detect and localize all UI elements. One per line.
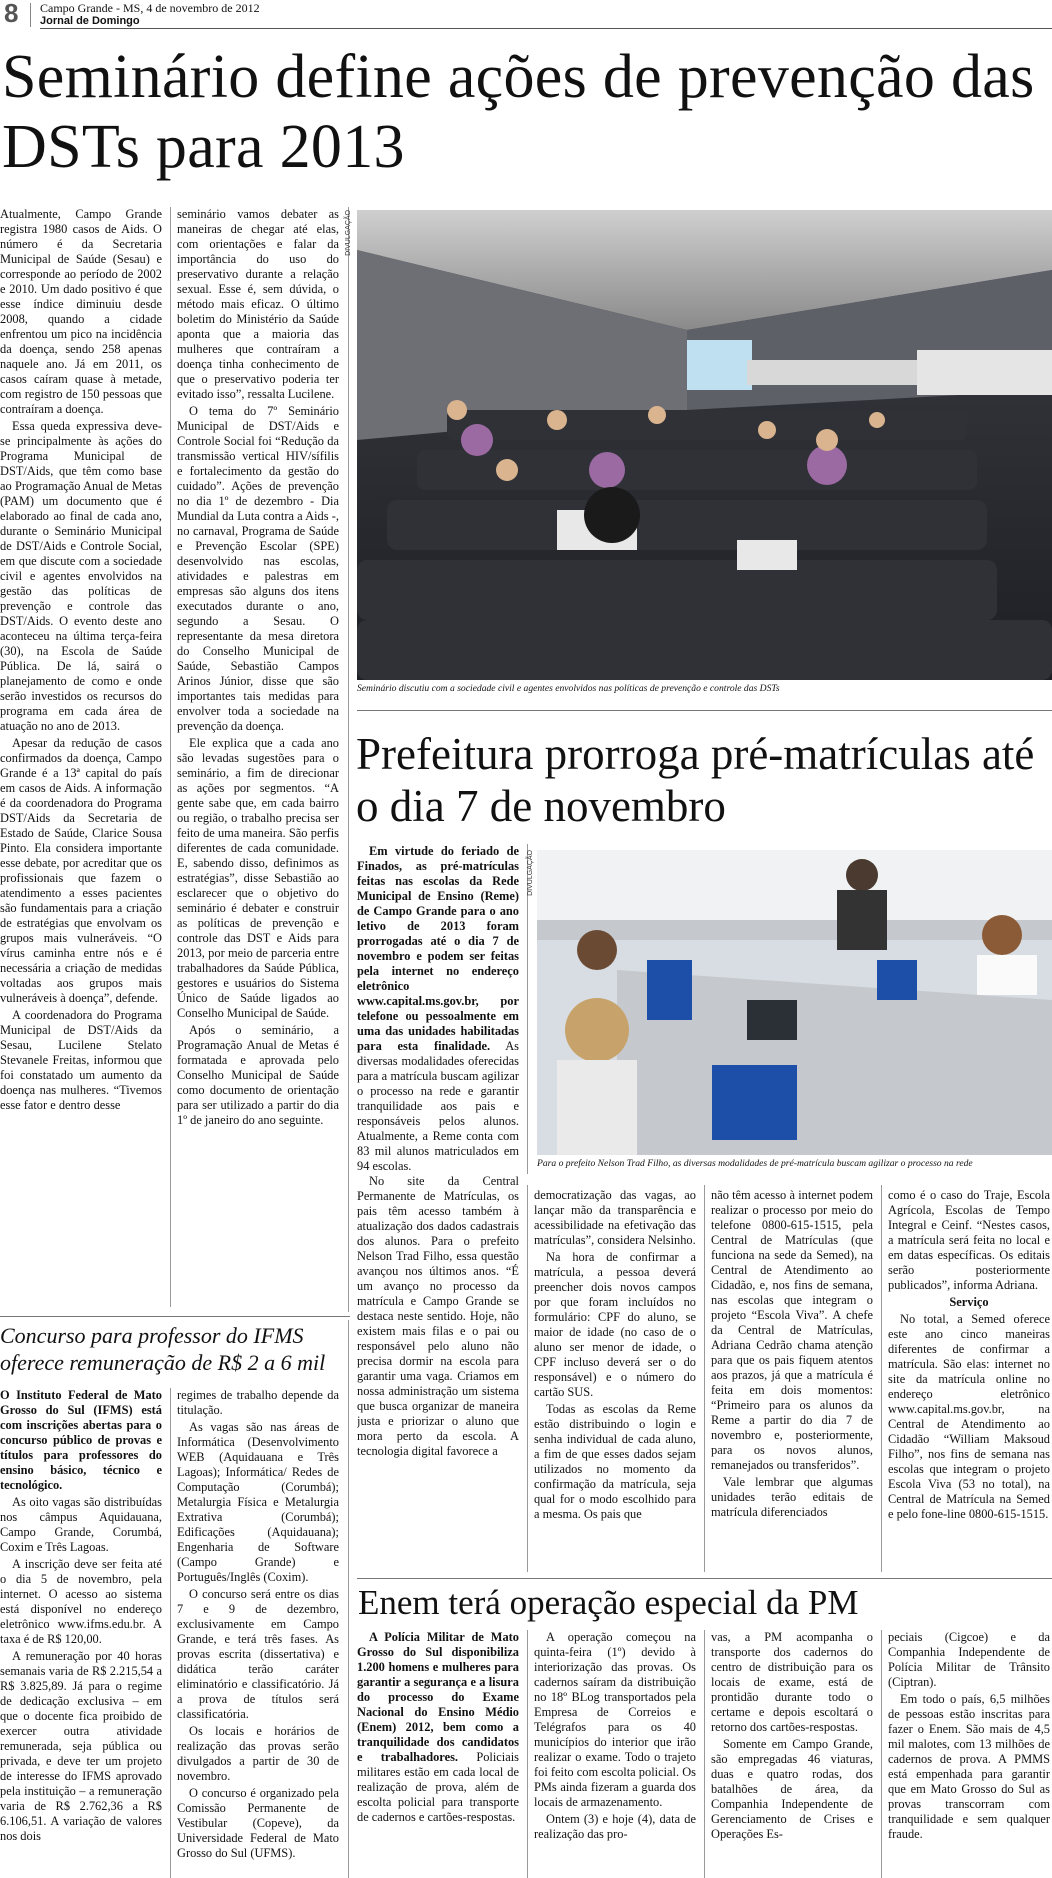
column-rule [527,1185,528,1572]
call-center-image [537,850,1052,1155]
article4-lead-bold: A Polícia Militar de Mato Grosso do Sul disponibiliza 1.200 homens e mulheres para garantir a segurança e a lisura do processo do Exame Nacional do Ensino Médio (Enem) 2012, bem como a tranquilidade dos candidatos e trabalhadores. [357,1630,519,1764]
article2-paragraph: No total, a Semed oferece este ano cinco maneiras diferentes de confirmar a matrícula. São elas: internet no site da matrícula online no endereço eletrônico www.capital.ms.gov.br, na Central de Atendimento ao Cidadão “William Maksoud Filho”, nos fins de semana nas escolas que integram o projeto Escola Viva (53 no total), na Central de Matrícula na Semed e pelo fone-line 0800-615-1515. [888,1312,1050,1521]
article2-column-b [534,1188,696,1572]
article4-paragraph: Em todo o país, 6,5 milhões de pessoas estão inscritas para fazer o Enem. São mais de 4,5 mil malotes, com 13 milhões de cadernos de prova. A PMMS está empenhada para garantir que em Mato Grosso do Sul as provas transcorram com tranquilidade e sem qualquer fraude. [888,1692,1050,1841]
article2-column-c [711,1188,873,1572]
column-rule [527,1630,528,1878]
newspaper-name: Jornal de Domingo [40,15,140,27]
column-rule [170,207,171,1307]
article2-photo-credit: DIVULGAÇÃO [527,850,534,896]
article2-lead-bold: Em virtude do feriado de Finados, as pré-matrículas feitas nas escolas da Rede Municipal de Ensino (Reme) de Campo Grande para o ano letivo de 2013 foram prorrogadas até o dia 7 de novembro e podem ser feitas pela internet no endereço eletrônico www.capital.ms.gov.br, por telefone ou pessoalmente em uma das unidades habilitadas para esta finalidade. [357,844,519,1053]
article1-column-1 [0,207,162,1312]
article2-paragraph: No site da Central Permanente de Matrículas, os pais têm acesso também à atualização dos dados cadastrais dos alunos. Para o prefeito Nelson Trad Filho, essa questão avançou nos últimos anos. “É um avanço no processo da matrícula e Campo Grande se destaca neste sentido. Hoje, não existem mais filas e o pai ou responsável pelo aluno não precisa dormir na escola para garantir uma vaga. Criamos em nossa administração um sistema que busca organizar de maneira justa e priorizar o aluno que mora perto da escola. A tecnologia digital favorece a [357,1174,519,1458]
article2-paragraph: Na hora de confirmar a matrícula, a pessoa deverá preencher dois novos campos por que foram incluídos no formulário: CPF do aluno, se maior de idade (no caso de o aluno ser menor de idade, o CPF incluso deverá ser o do responsável) e o número do cartão SUS. [534,1250,696,1399]
article2-lead-rest: As diversas modalidades oferecidas para a matrícula buscam agilizar o processo na rede e garantir tranquilidade aos pais e responsáveis pelos alunos. Atualmente, a Reme conta com 83 mil alunos matriculados em 94 escolas. [357,1039,519,1173]
section-rule [0,1316,350,1317]
column-rule [170,1388,171,1878]
auditorium-image [357,210,1052,680]
page-number: 8 [4,0,19,28]
section-rule [357,710,1052,711]
article1-headline: Seminário define ações de prevenção das DSTs para 2013 [2,43,1035,181]
article4-column-c [711,1630,873,1878]
article4-headline: Enem terá operação especial da PM [358,1583,859,1622]
article2-lead-column [357,844,519,1174]
column-rule [348,207,349,1312]
article1-paragraph: A coordenadora do Programa Municipal de DST/Aids da Sesau, Lucilene Stelato Stevanele Freitas, informou que foi constatado um aumento da doença nas mulheres. “Tivemos esse fator e dentro desse [0,1008,162,1112]
article4-paragraph: A operação começou na quinta-feira (1º) devido à interiorização das provas. Os cadernos saíram da distribuição no 18º BLog transportados pela Empresa de Correios e Telégrafos para os 40 municípios do interior que irão realizar o exame. Todo o trajeto foi feito com escolta policial. Os PMs ainda fizeram a guarda dos locais de armazenamento. [534,1630,696,1809]
column-rule [704,1630,705,1878]
article2-paragraph: Vale lembrar que algumas unidades terão editais de matrícula diferenciados [711,1475,873,1519]
article2-paragraph: Todas as escolas da Reme estão distribuindo o login e senha individual de cada aluno, a fim de que esses dados sejam utilizados no momento da confirmação da matrícula, seja qual for o modo escolhido para a mesma. Os pais que [534,1402,696,1521]
article2-paragraph: democratização das vagas, ao lançar mão da transparência e acessibilidade na efetivação das matrículas”, considera Nelsinho. [534,1188,696,1247]
section-rule [357,1578,1052,1579]
article4-column-a [357,1630,519,1878]
article2-paragraph: não têm acesso à internet podem realizar o processo por meio do telefone 0800-615-1515, pela Central de Matrículas (que funciona na sede da Semed), na Central de Atendimento ao Cidadão, e, nos fins de semana, nas escolas que integram o projeto “Escola Viva”. A chefe da Central de Matrículas, Adriana Cedrão chama atenção para que os pais fiquem atentos aos prazos, já que a matrícula é feita em dois momentos: “Primeiro para os alunos da Reme a partir do dia 7 de novembro e, posteriormente, para os novos alunos, remanejados ou transferidos”. [711,1188,873,1472]
column-rule [881,1630,882,1878]
article3-paragraph: As vagas são nas áreas de Informática (Desenvolvimento WEB (Aquidauana e Três Lagoas); Informática/ Redes de Computação (Corumbá); Metalurgia Física e Metalurgia Extrativa (Corumbá); Edificações (Aquidauana); Engenharia de Software (Campo Grande) e Português/Inglês (Coxim). [177,1420,339,1584]
article1-paragraph: Ele explica que a cada ano são levadas sugestões para o seminário, a fim de direcionar as ações por segmentos. “A gente sabe que, em cada bairro ou região, o trabalho precisa ser feito de uma maneira. São perfis diferentes de cada comunidade. E, sabendo disso, definimos as estratégias”, disse Sebastião ao esclarecer que o objetivo do seminário é debater e construir as políticas de prevenção e controle das DST e Aids para 2013, por meio de parceria entre trabalhadores da Saúde Pública, gestores e usuários do Sistema Único de Saúde ligados ao Conselho Municipal de Saúde. [177,736,339,1020]
article4-paragraph: vas, a PM acompanha o transporte dos cadernos do centro de distribuição para os locais de exame, está de prontidão durante todo o certame e depois escoltará o retorno dos cartões-respostas. [711,1630,873,1734]
column-rule [348,1320,349,1878]
header-divider [30,3,31,27]
article1-paragraph: Atualmente, Campo Grande registra 1980 casos de Aids. O número é da Secretaria Municipal de Saúde (Sesau) e corresponde ao período de 2002 e 2010. Um dado positivo é que esse índice diminuiu desde 2008, quando a cidade enfrentou um pico na incidência da doença, sendo 258 apenas naquele ano. Já em 2011, os casos caíram quase à metade, com registro de 150 pessoas que contraíram a doença. [0,207,162,416]
article1-paragraph: Apesar da redução de casos confirmados da doença, Campo Grande é a 13ª capital do país em casos de Aids. A informação é da coordenadora do Programa DST/Aids da Secretaria de Estado de Saúde, Clarice Sousa Pinto. Ela considera importante esse debate, por acreditar que os profissionais que fazem o atendimento a esses pacientes são fundamentais para a criação de estratégias que envolvam os grupos mais vulneráveis. “O vírus caminha entre nós e é necessária a criação de medidas voltadas aos grupos mais vulneráveis à doença”, defende. [0,736,162,1005]
article2-column-d [888,1188,1050,1572]
article1-paragraph: Essa queda expressiva deve-se principalmente às ações do Programa Municipal de DST/Aids, que têm como base ao Programação Anual de Metas (PAM) um documento que é elaborado ao final de cada ano, durante o Seminário Municipal de DST/Aids e Controle Social, em que discute com a sociedade civil e agentes envolvidos na gestão das políticas de prevenção e controle das DST/Aids. O evento deste ano aconteceu na última terça-feira (30), na Escola de Saúde Pública. De lá, sairá o planejamento de como e onde serão investidos os recursos do programa em cada área de atuação no ano de 2013. [0,419,162,733]
article1-column-2 [177,207,339,1312]
article2-paragraph: como é o caso do Traje, Escola Agrícola, Escolas de Tempo Integral e Ceinf. “Nestes casos, a matrícula será feita no local e em datas específicas. Os editais serão posteriormente publicados”, informa Adriana. [888,1188,1050,1292]
article3-paragraph: regimes de trabalho depende da titulação. [177,1388,339,1417]
article3-column-2 [177,1388,339,1878]
page-header [0,0,1052,30]
article3-headline: Concurso para professor do IFMS oferece remuneração de R$ 2 a 6 mil [0,1323,326,1375]
article1-paragraph: O tema do 7º Seminário Municipal de DST/Aids e Controle Social foi “Redução da transmissão vertical HIV/sífilis e fortalecimento da gestão do cuidado”. Ações de prevenção no dia 1º de dezembro - Dia Mundial da Luta contra a Aids -, no carnaval, Programa de Saúde e Prevenção Escolar (SPE) desenvolvido nas escolas, atividades e palestras em empresas são alguns dos itens executados durante o ano, segundo a Sesau. O representante da mesa diretora do Conselho Municipal de Saúde, Sebastião Campos Arinos Júnior, disse que são importantes tais medidas para envolver toda a sociedade na prevenção da doença. [177,404,339,733]
header-rule [40,28,1052,29]
article3-paragraph: A remuneração por 40 horas semanais varia de R$ 2.215,54 a R$ 3.825,89. Já para o regime de dedicação exclusiva – em que o docente fica proibido de exercer outra atividade remunerada, seja pública ou privada, e deve ter um projeto de interesse do IFMS aprovado pela instituição – a remuneração varia de R$ 2.762,36 a R$ 6.106,51. A variação de valores nos dois [0,1649,162,1843]
article1-photo [357,210,1052,680]
article2-photo [537,850,1052,1155]
article4-paragraph: Somente em Campo Grande, são empregadas 46 viaturas, duas e quatro rodas, dos batalhões de área, da Companhia Independente de Gerenciamento de Crises e Operações Es- [711,1737,873,1841]
article2-column-a [357,1174,519,1572]
article3-lead-bold: O Instituto Federal de Mato Grosso do Sul (IFMS) está com inscrições abertas para o concurso público de provas e títulos para professores do ensino básico, técnico e tecnológico. [0,1388,162,1492]
column-rule [704,1185,705,1572]
article4-paragraph: Ontem (3) e hoje (4), data de realização das pro- [534,1812,696,1841]
article1-paragraph: seminário vamos debater as maneiras de chegar até elas, com orientações e falar da importância do uso do preservativo durante a relação sexual. Esse é, sem dúvida, o método mais eficaz. O último boletim do Ministério da Saúde aponta que a maioria das mulheres que contraíram a doença tinha conhecimento de que o preservativo poderia ter evitado isso”, ressalta Lucilene. [177,207,339,401]
article3-paragraph: A inscrição deve ser feita até o dia 5 de novembro, pela internet. O acesso ao sistema está disponível no endereço eletrônico www.ifms.edu.br. A taxa é de R$ 120,00. [0,1557,162,1646]
column-rule [881,1185,882,1572]
article3-paragraph: O concurso é organizado pela Comissão Permanente de Vestibular (Copeve), da Universidade Federal de Mato Grosso do Sul (UFMS). [177,1786,339,1860]
article4-lead-rest: Policiais militares estão em cada local de realização de prova, além de escolta policial para transporte de cadernos e cartões-respostas. [357,1750,519,1824]
article1-paragraph: Após o seminário, a Programação Anual de Metas é formatada e aprovada pelo Conselho Municipal de Saúde como documento de orientação para ser utilizado a partir do dia 1º de janeiro do ano seguinte. [177,1023,339,1127]
article2-headline: Prefeitura prorroga pré-matrículas até o dia 7 de novembro [356,729,1035,831]
article2-photo-caption: Para o prefeito Nelson Trad Filho, as diversas modalidades de pré-matrícula buscam agilizar o processo na rede [537,1158,973,1169]
article3-paragraph: O concurso será entre os dias 7 e 9 de dezembro, exclusivamente em Campo Grande, e terá três fases. As provas escrita (dissertativa) e didática terão caráter eliminatório e classificatório. Já a prova de títulos será classificatória. [177,1587,339,1721]
article3-paragraph: As oito vagas são distribuídas nos câmpus Aquidauana, Campo Grande, Corumbá, Coxim e Três Lagoas. [0,1495,162,1554]
article1-photo-credit: DIVULGAÇÃO [345,210,352,256]
article3-paragraph: Os locais e horários de realização das provas serão divulgados a partir de 30 de novembro. [177,1724,339,1783]
dateline: Campo Grande - MS, 4 de novembro de 2012 [40,1,260,15]
article1-photo-caption: Seminário discutiu com a sociedade civil e agentes envolvidos nas políticas de prevenção e controle das DSTs [357,683,780,694]
article2-subheading: Serviço [949,1295,989,1309]
article4-column-b [534,1630,696,1878]
article4-paragraph: peciais (Cigcoe) e da Companhia Independente de Polícia Militar de Trânsito (Ciptran). [888,1630,1050,1689]
article4-column-d [888,1630,1050,1878]
article3-column-1 [0,1388,162,1878]
